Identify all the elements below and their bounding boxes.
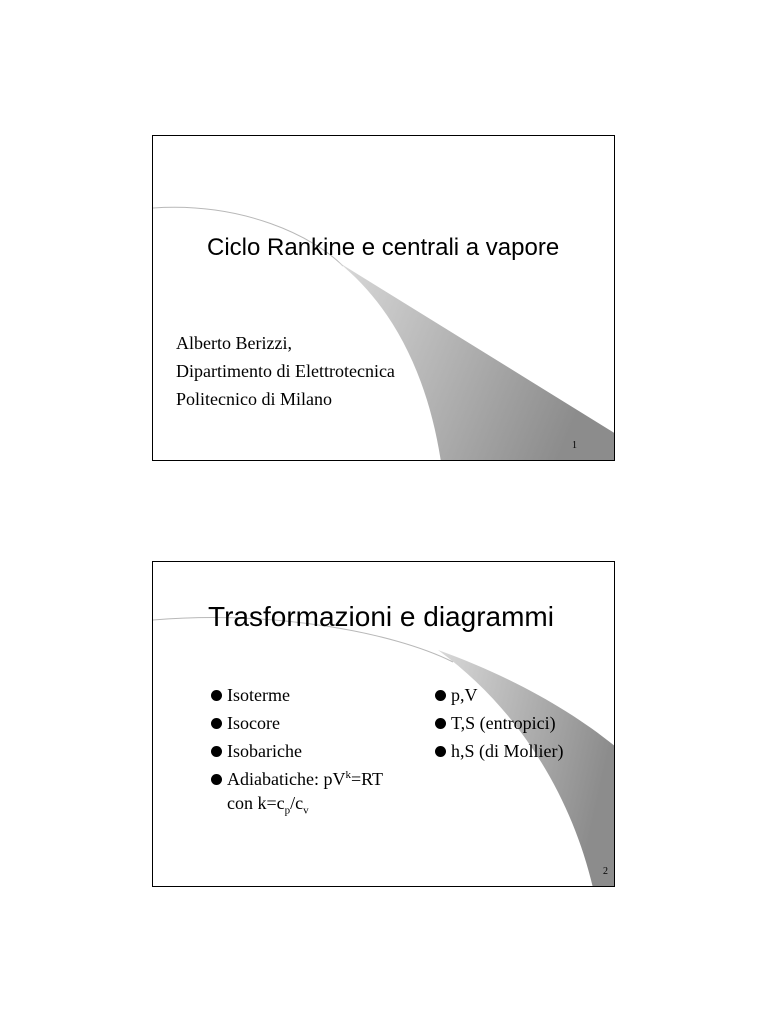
- bullet-icon: [435, 746, 446, 757]
- formula-continuation: [209, 793, 383, 817]
- bullet-icon: [435, 690, 446, 701]
- bullet-item: [209, 709, 383, 737]
- author-department: Dipartimento di Elettrotecnica: [176, 361, 395, 381]
- bullet-item: [433, 737, 564, 765]
- bullet-text: p,V: [451, 685, 478, 705]
- bullet-list-diagrams: [433, 681, 564, 765]
- bullet-icon: [211, 718, 222, 729]
- bullet-item: [433, 681, 564, 709]
- bullet-icon: [435, 718, 446, 729]
- bullet-item: [433, 709, 564, 737]
- author-name: Alberto Berizzi,: [176, 333, 292, 353]
- bullet-item: [209, 737, 383, 765]
- formula-text: con k=c: [227, 793, 285, 813]
- slide-2: [152, 561, 615, 887]
- bullet-icon: [211, 690, 222, 701]
- exponent: k: [345, 769, 351, 781]
- formula-text: /c: [290, 793, 304, 813]
- bullet-item: [209, 681, 383, 709]
- bullet-icon: [211, 746, 222, 757]
- bullet-text: Isocore: [227, 713, 280, 733]
- bullet-icon: [211, 774, 222, 785]
- bullet-list-transformations: [209, 681, 384, 817]
- bullet-text: T,S (entropici): [451, 713, 556, 733]
- slide-title: Trasformazioni e diagrammi: [208, 601, 554, 632]
- slide-1: [152, 135, 615, 461]
- page-number: 1: [572, 440, 577, 451]
- subscript: v: [303, 804, 309, 817]
- bullet-item: [209, 765, 383, 793]
- author-block: [176, 329, 395, 413]
- bullet-text: Isobariche: [227, 741, 302, 761]
- bullet-text: =RT: [350, 769, 384, 789]
- bullet-text: Adiabatiche: pV: [227, 769, 346, 789]
- bullet-text: h,S (di Mollier): [451, 741, 564, 761]
- page-number: 2: [603, 866, 608, 877]
- slide-title: Ciclo Rankine e centrali a vapore: [207, 234, 560, 261]
- bullet-text: Isoterme: [227, 685, 290, 705]
- author-institution: Politecnico di Milano: [176, 389, 332, 409]
- subscript: p: [284, 804, 291, 817]
